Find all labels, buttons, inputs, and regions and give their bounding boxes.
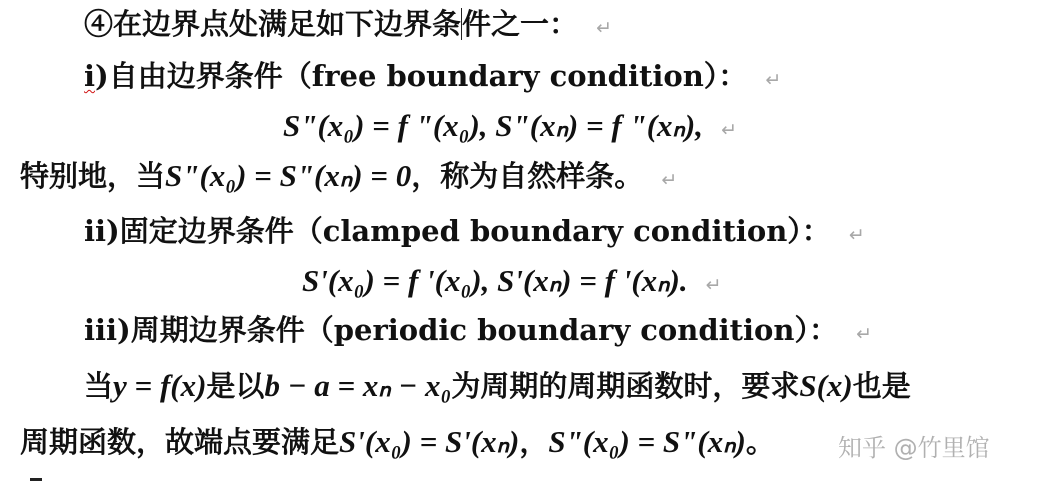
periodic-text: 。 (745, 425, 775, 459)
next-line-stub (30, 478, 42, 481)
periodic-description-line-2 (20, 424, 775, 460)
condition-intro-text-a: ④在边界点处满足如下边界条 (84, 7, 462, 41)
condition-intro-text-b: 件之一： (462, 7, 579, 41)
clamped-boundary-formula-line (302, 263, 722, 303)
paragraph-mark-icon: ↵ (848, 224, 865, 246)
paragraph-mark-icon: ↵ (661, 169, 678, 191)
periodic-boundary-heading (84, 312, 872, 352)
natural-spline-formula: S"(x₀) = S"(xₙ) = 0 (165, 158, 412, 193)
periodic-formula-s: S(x) (799, 368, 853, 403)
periodic-formula-y: y = f(x) (113, 368, 207, 403)
paragraph-mark-icon: ↵ (856, 323, 873, 345)
condition-intro-line (84, 6, 612, 46)
periodic-text: ， (519, 425, 549, 459)
periodic-text: 是以 (206, 369, 265, 403)
paragraph-mark-icon: ↵ (596, 17, 613, 39)
paragraph-mark-icon: ↵ (765, 69, 782, 91)
periodic-text: 周期函数，故端点要满足 (20, 425, 340, 459)
periodic-formula-period: b − a = xₙ − x₀ (264, 368, 452, 403)
zhihu-watermark: 知乎 @竹里馆 (838, 434, 990, 462)
clamped-boundary-label: ii)固定边界条件（clamped boundary condition）： (84, 214, 831, 248)
clamped-boundary-heading (84, 213, 865, 253)
periodic-boundary-label: iii)周期边界条件（periodic boundary condition）： (84, 313, 838, 347)
periodic-formula-second-derivative: S"(x₀) = S"(xₙ) (548, 424, 746, 459)
paragraph-mark-icon: ↵ (721, 119, 737, 141)
paragraph-mark-icon: ↵ (705, 274, 722, 296)
natural-spline-suffix: ，称为自然样条。 (411, 159, 644, 193)
free-boundary-formula-line (283, 108, 737, 148)
periodic-formula-first-derivative: S'(x₀) = S'(xₙ) (339, 424, 520, 459)
free-boundary-heading (84, 58, 781, 98)
clamped-boundary-formula: S'(x₀) = f '(x₀), S'(xₙ) = f '(xₙ). (302, 263, 688, 298)
periodic-description-line-1 (84, 368, 911, 404)
natural-spline-prefix: 特别地，当 (20, 159, 166, 193)
natural-spline-line (20, 158, 677, 198)
periodic-text: 也是 (852, 369, 911, 403)
periodic-text: 当 (84, 369, 114, 403)
free-boundary-label: )自由边界条件（free boundary condition）： (95, 59, 748, 93)
spellcheck-underline: i (84, 59, 96, 93)
periodic-text: 为周期的周期函数时，要求 (451, 369, 800, 403)
free-boundary-formula: S"(x₀) = f "(x₀), S"(xₙ) = f "(xₙ), (283, 108, 703, 143)
